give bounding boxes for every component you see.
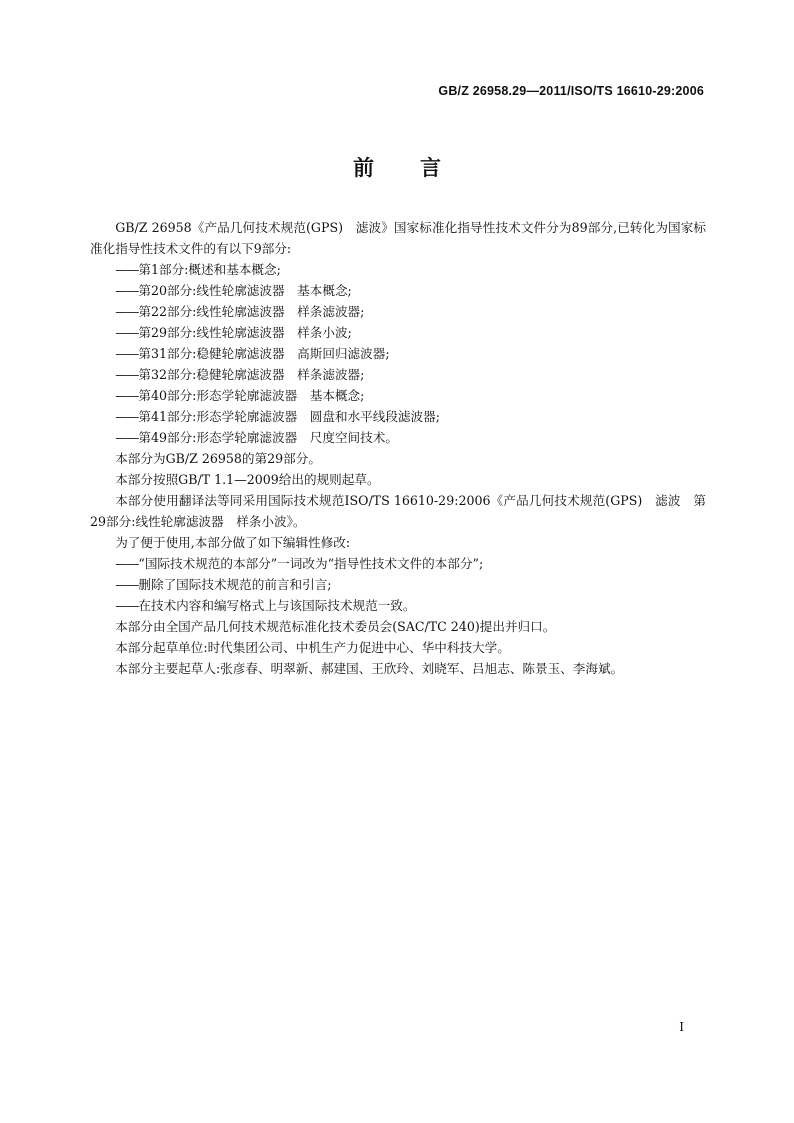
page-title: 前言 <box>353 156 487 180</box>
list-item: ——第22部分:线性轮廓滤波器 样条滤波器; <box>90 301 706 322</box>
parts-list <box>90 259 706 448</box>
foreword-body <box>90 217 706 679</box>
dash-mark: —— <box>115 430 139 445</box>
statement-part-paragraph: 本部分为GB/Z 26958的第29部分。 <box>115 451 321 466</box>
statement-rules-paragraph: 本部分按照GB/T 1.1—2009给出的规则起草。 <box>115 472 380 487</box>
dash-mark: —— <box>115 556 139 571</box>
dash-mark: —— <box>115 598 139 613</box>
list-item: ——删除了国际技术规范的前言和引言; <box>90 574 706 595</box>
dash-mark: —— <box>115 388 139 403</box>
dash-mark: —— <box>115 346 139 361</box>
list-item: ——第20部分:线性轮廓滤波器 基本概念; <box>90 280 706 301</box>
edits-intro-paragraph: 为了便于使用,本部分做了如下编辑性修改: <box>115 535 351 550</box>
proposer-paragraph: 本部分由全国产品几何技术规范标准化技术委员会(SAC/TC 240)提出并归口。 <box>115 619 556 634</box>
list-item: ——第31部分:稳健轮廓滤波器 高斯回归滤波器; <box>90 343 706 364</box>
list-item: ——第1部分:概述和基本概念; <box>90 259 706 280</box>
list-item: ——第29部分:线性轮廓滤波器 样条小波; <box>90 322 706 343</box>
dash-mark: —— <box>115 577 139 592</box>
dash-mark: —— <box>115 262 139 277</box>
dash-mark: —— <box>115 325 139 340</box>
standard-code-header: GB/Z 26958.29—2011/ISO/TS 16610-29:2006 <box>438 84 704 98</box>
list-item: ——第41部分:形态学轮廓滤波器 圆盘和水平线段滤波器; <box>90 406 706 427</box>
page-number: I <box>679 1020 684 1034</box>
list-item: ——“国际技术规范的本部分”一词改为“指导性技术文件的本部分”; <box>90 553 706 574</box>
statement-translation-paragraph: 本部分使用翻译法等同采用国际技术规范ISO/TS 16610-29:2006《产品几何技术规范(GPS) 滤波 第29部分:线性轮廓滤波器 样条小波》。 <box>90 493 706 529</box>
list-item: ——在技术内容和编写格式上与该国际技术规范一致。 <box>90 595 706 616</box>
dash-mark: —— <box>115 304 139 319</box>
intro-paragraph: GB/Z 26958《产品几何技术规范(GPS) 滤波》国家标准化指导性技术文件分为89部分,已转化为国家标准化指导性技术文件的有以下9部分: <box>90 220 706 256</box>
dash-mark: —— <box>115 283 139 298</box>
dash-mark: —— <box>115 409 139 424</box>
dash-mark: —— <box>115 367 139 382</box>
list-item: ——第32部分:稳健轮廓滤波器 样条滤波器; <box>90 364 706 385</box>
drafting-units-paragraph: 本部分起草单位:时代集团公司、中机生产力促进中心、华中科技大学。 <box>115 640 510 655</box>
drafters-paragraph: 本部分主要起草人:张彦春、明翠新、郝建国、王欣玲、刘晓军、吕旭志、陈景玉、李海斌。 <box>115 661 624 676</box>
list-item: ——第49部分:形态学轮廓滤波器 尺度空间技术。 <box>90 427 706 448</box>
list-item: ——第40部分:形态学轮廓滤波器 基本概念; <box>90 385 706 406</box>
edits-list <box>90 553 706 616</box>
